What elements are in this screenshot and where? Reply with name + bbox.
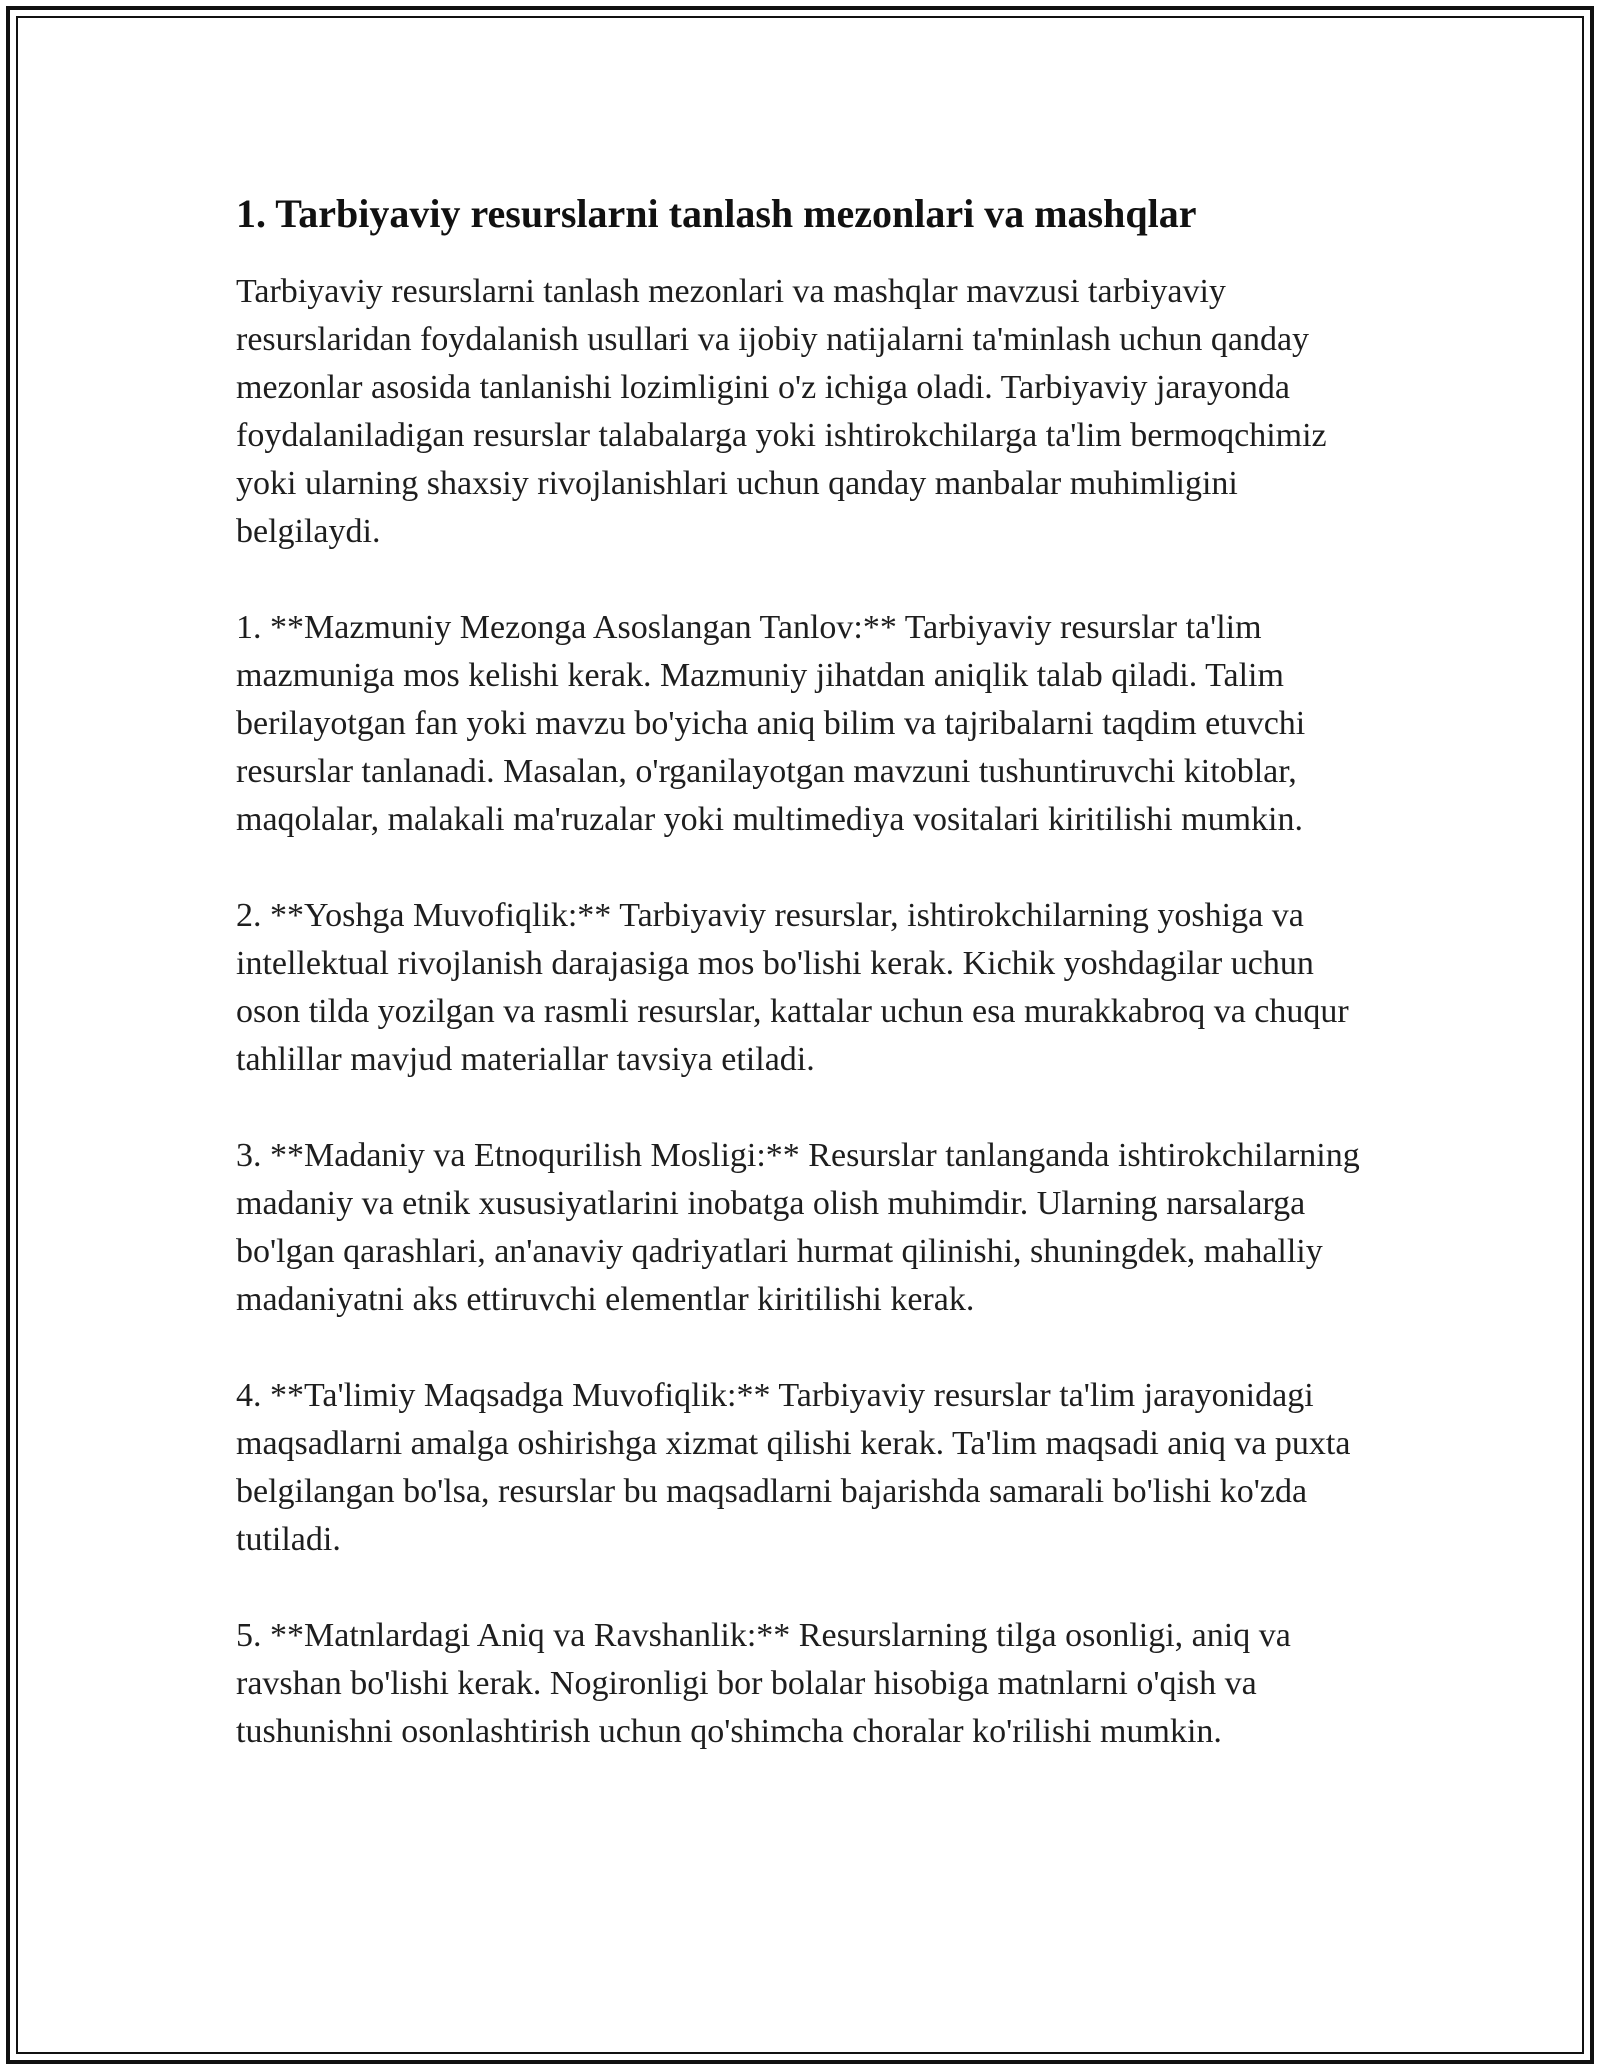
criterion-paragraph-5: 5. **Matnlardagi Aniq va Ravshanlik:** Resurslarning tilga osonligi, aniq va ravshan bo'lishi kerak. Nogironligi bor bolalar hisobiga matnlarni o'qish va tushunishni osonlashtirish uchun qo'shimcha choralar ko'rilishi mumkin. (236, 1617, 1291, 1750)
criterion-paragraph-3: 3. **Madaniy va Etnoqurilish Mosligi:** Resurslar tanlanganda ishtirokchilarning madaniy va etnik xususiyatlarini inobatga olish muhimdir. Ularning narsalarga bo'lgan qarashlari, an'anaviy qadriyatlari hurmat qilinishi, shuningdek, mahalliy madaniyatni aks ettiruvchi elementlar kiritilishi kerak. (236, 1137, 1360, 1318)
section-heading: 1. Tarbiyaviy resurslarni tanlash mezonlari va mashqlar (236, 191, 1197, 236)
intro-paragraph: Tarbiyaviy resurslarni tanlash mezonlari va mashqlar mavzusi tarbiyaviy resurslaridan foydalanish usullari va ijobiy natijalarni ta'minlash uchun qanday mezonlar asosida tanlanishi lozimligini o'z ichiga oladi. Tarbiyaviy jarayonda foydalaniladigan resurslar talabalarga yoki ishtirokchilarga ta'lim bermoqchimiz yoki ularning shaxsiy rivojlanishlari uchun qanday manbalar muhimligini belgilaydi. (236, 273, 1327, 550)
criterion-paragraph-4: 4. **Ta'limiy Maqsadga Muvofiqlik:** Tarbiyaviy resurslar ta'lim jarayonidagi maqsadlarni amalga oshirishga xizmat qilishi kerak. Ta'lim maqsadi aniq va puxta belgilangan bo'lsa, resurslar bu maqsadlarni bajarishda samarali bo'lishi ko'zda tutiladi. (236, 1377, 1351, 1558)
document-body (236, 182, 1376, 1804)
criterion-paragraph-1: 1. **Mazmuniy Mezonga Asoslangan Tanlov:** Tarbiyaviy resurslar ta'lim mazmuniga mos kelishi kerak. Mazmuniy jihatdan aniqlik talab qiladi. Talim berilayotgan fan yoki mavzu bo'yicha aniq bilim va tajribalarni taqdim etuvchi resurslar tanlanadi. Masalan, o'rganilayotgan mavzuni tushuntiruvchi kitoblar, maqolalar, malakali ma'ruzalar yoki multimediya vositalari kiritilishi mumkin. (236, 609, 1306, 838)
criterion-paragraph-2: 2. **Yoshga Muvofiqlik:** Tarbiyaviy resurslar, ishtirokchilarning yoshiga va intellektual rivojlanish darajasiga mos bo'lishi kerak. Kichik yoshdagilar uchun oson tilda yozilgan va rasmli resurslar, kattalar uchun esa murakkabroq va chuqur tahlillar mavjud materiallar tavsiya etiladi. (236, 897, 1349, 1078)
